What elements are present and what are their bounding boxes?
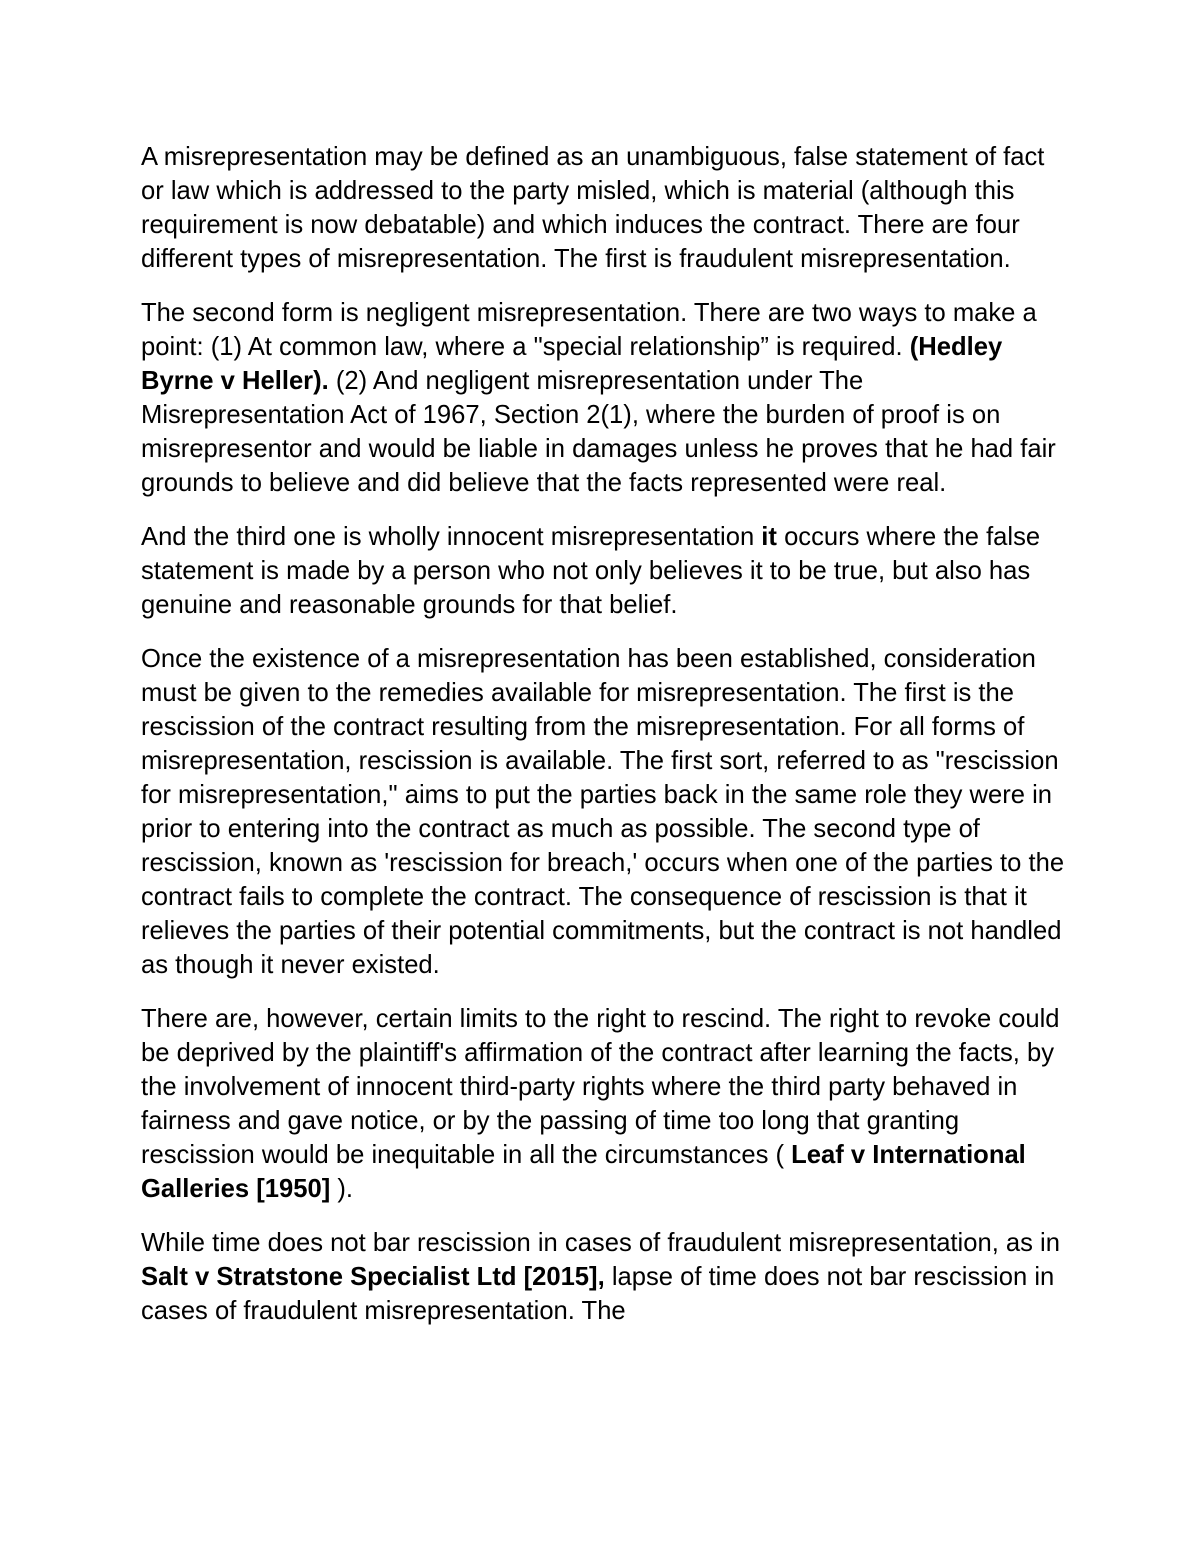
text-span: Once the existence of a misrepresentation has been established, consideration must be given to the remedies available for misrepresentation. The first is the rescission of the contract resulting from the misrepresentation. For all forms of misrepresentation, rescission is available. The first sort, referred to as "rescission for misrepresentation," aims to put the parties back in the same role they were in prior to entering into the contract as much as possible. The second type of rescission, known as 'rescission for breach,' occurs when one of the parties to the contract fails to complete the contract. The consequence of rescission is that it relieves the parties of their potential commitments, but the contract is not handled as though it never existed. [141,645,1065,979]
text-span: A misrepresentation may be defined as an unambiguous, false statement of fact or law which is addressed to the party misled, which is material (although this requirement is now debatable) and which induces the contract. There are four different types of misrepresentation. The first is fraudulent misrepresentation. [141,143,1045,273]
paragraph-remedies [141,642,1066,982]
text-span: While time does not bar rescission in cases of fraudulent misrepresentation, as in [141,1229,1060,1257]
text-span: occurs where the false statement is made by a person who not only believes it to be true, but also has genuine and reasonable grounds for that belief. [141,523,1041,619]
paragraph-innocent-misrepresentation [141,520,1066,622]
text-span: There are, however, certain limits to the right to rescind. The right to revoke could be deprived by the plaintiff's affirmation of the contract after learning the facts, by the involvement of innocent third-party rights where the third party behaved in fairness and gave notice, or by the passing of time too long that granting rescission would be inequitable in all the circumstances ( [141,1005,1060,1169]
text-span: ). [337,1175,353,1203]
paragraph-fraudulent-time-bar [141,1226,1066,1328]
text-span: (2) And negligent misrepresentation under The Misrepresentation Act of 1967, Section 2(1), where the burden of proof is on misrepresentor and would be liable in damages unless he proves that he had fair grounds to believe and did believe that the facts represented were real. [141,367,1056,497]
text-span: lapse of time does not bar rescission in cases of fraudulent misrepresentation. The [141,1263,1055,1325]
text-span: The second form is negligent misrepresentation. There are two ways to make a point: (1) At common law, where a "special relationship” is required. [141,299,1037,361]
paragraph-definition [141,140,1066,276]
case-citation: Leaf v International Galleries [1950] [141,1141,1026,1203]
document-page [141,140,1066,1348]
text-span: And the third one is wholly innocent misrepresentation [141,523,762,551]
case-citation: (Hedley Byrne v Heller). [141,333,1003,395]
paragraph-limits-to-rescind [141,1002,1066,1206]
case-citation: Salt v Stratstone Specialist Ltd [2015], [141,1263,605,1291]
paragraph-negligent-misrepresentation [141,296,1066,500]
bold-word: it [761,523,777,551]
